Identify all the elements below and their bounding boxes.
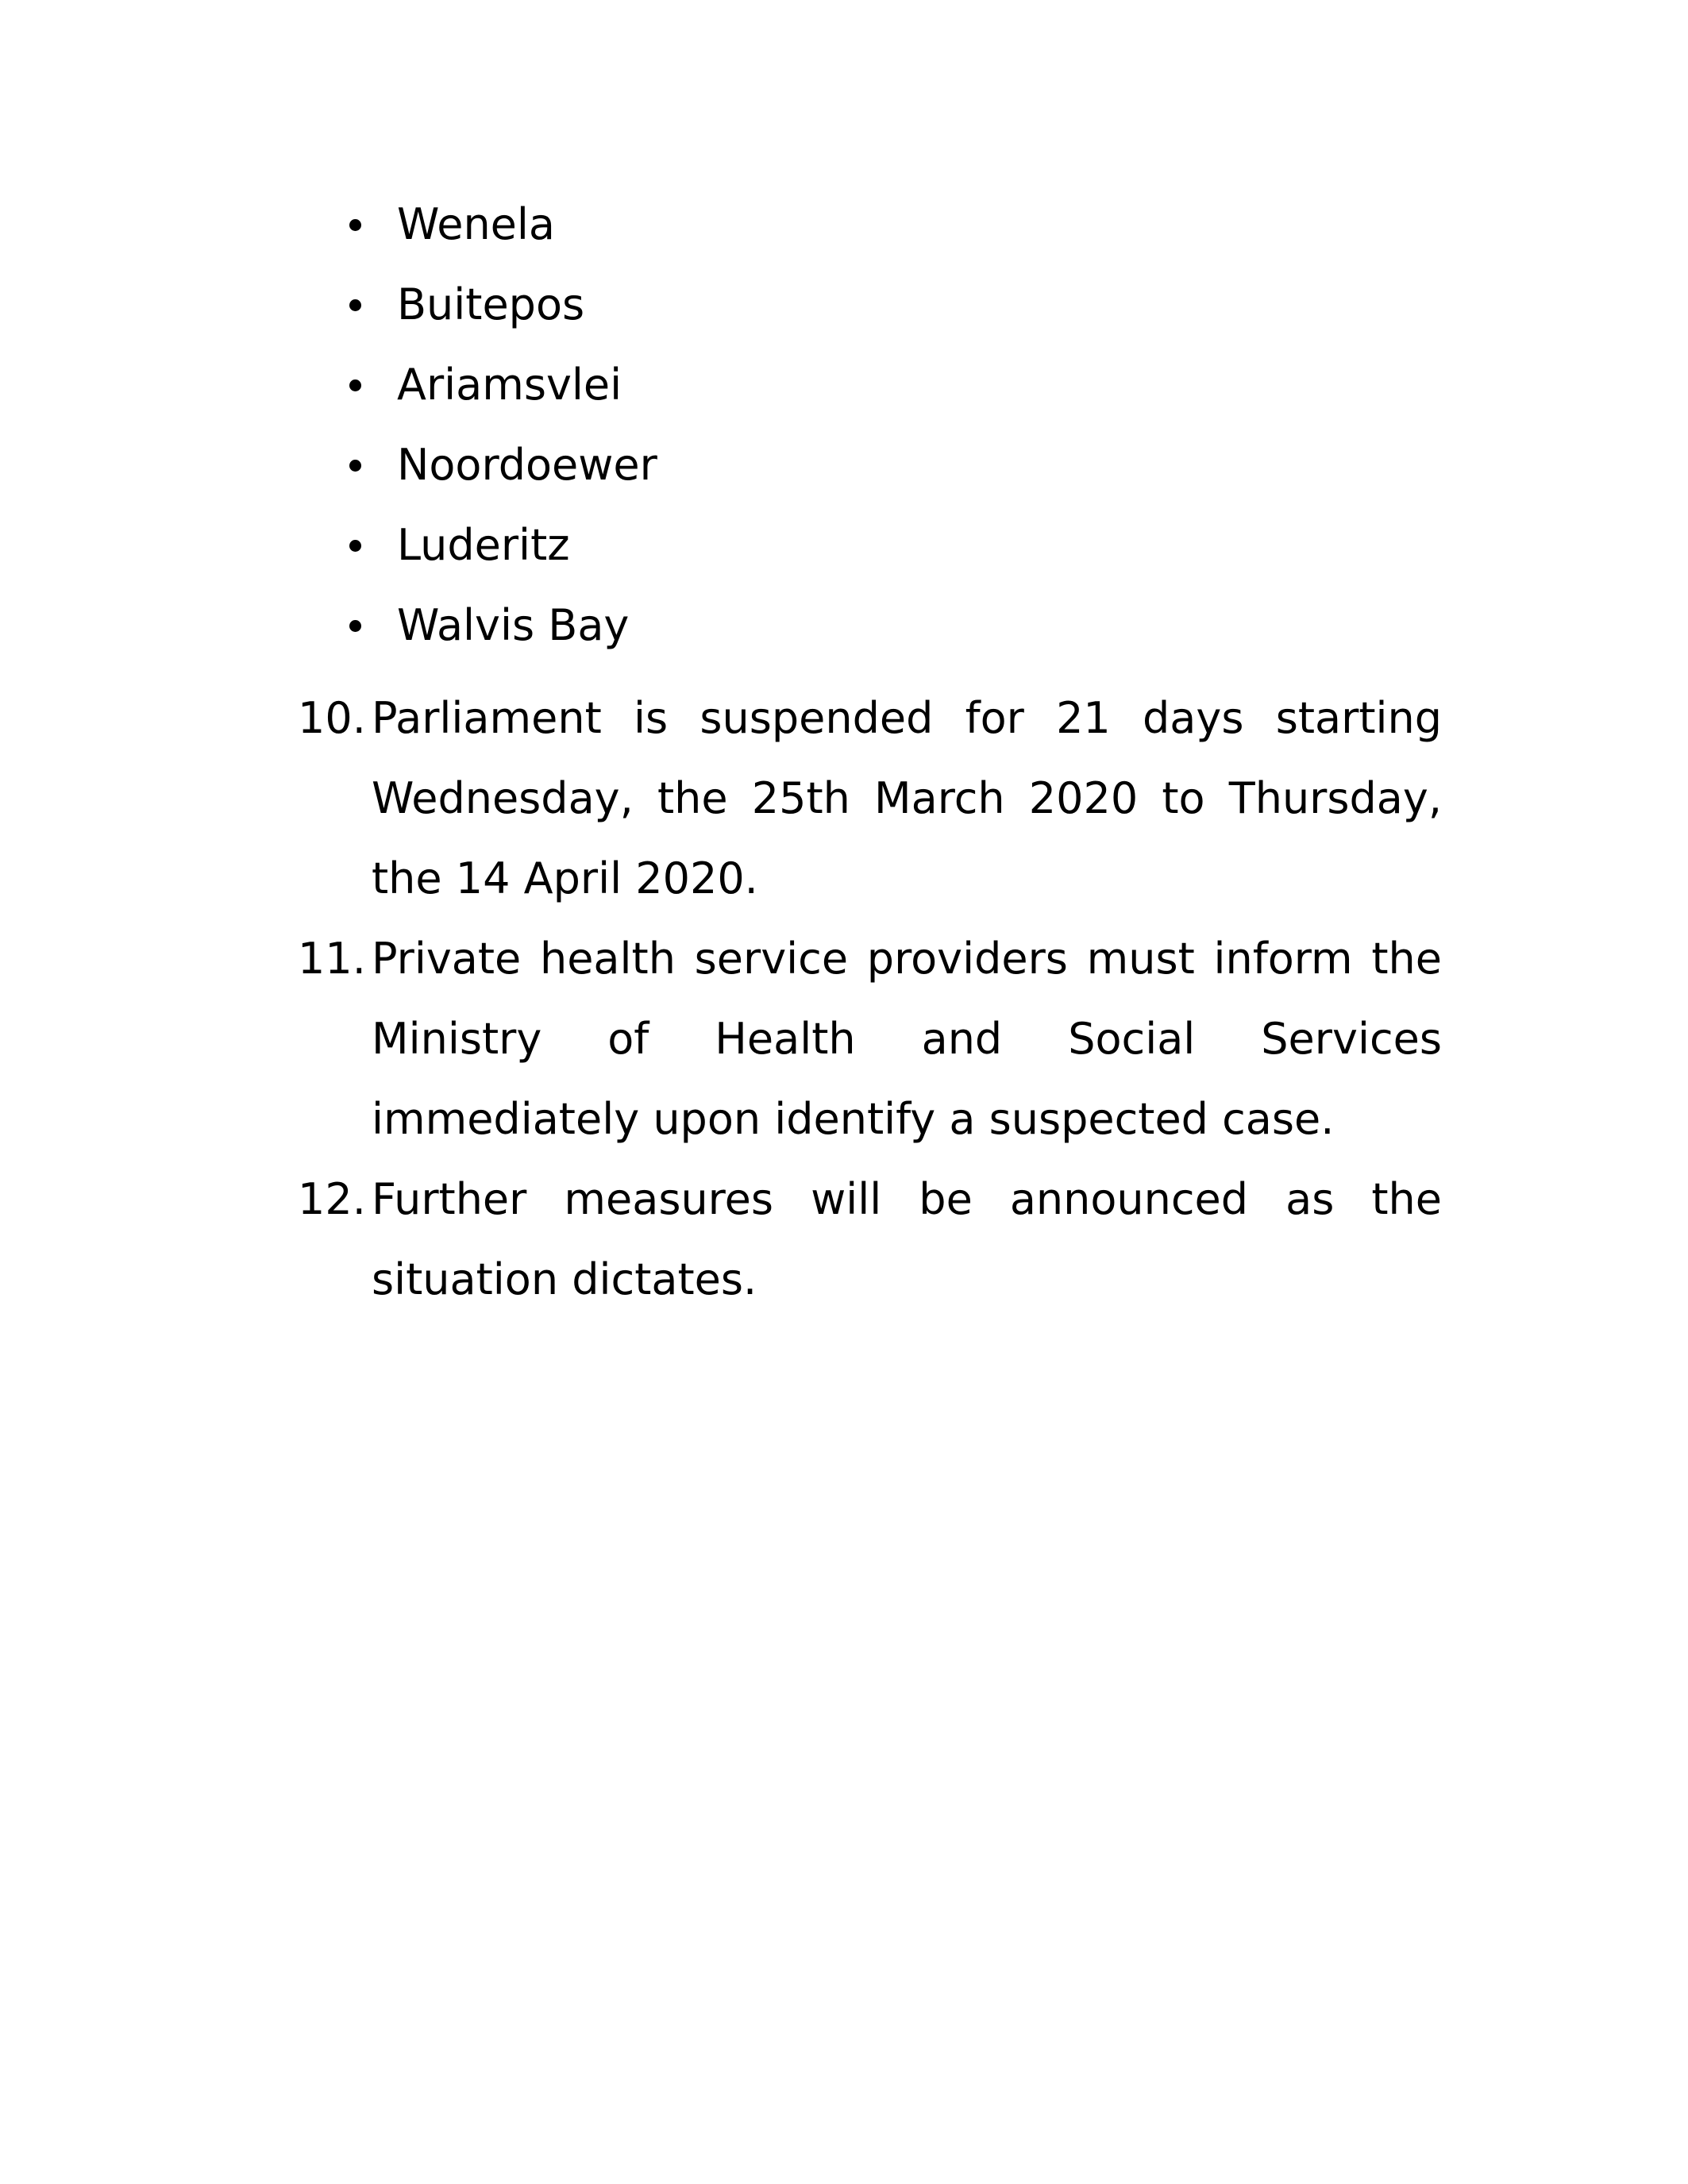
border-post-bullet-list (349, 197, 657, 678)
item-text: Private health service providers must inform the Ministry of Health and Social Services immediately upon identify a suspected case. (372, 934, 1442, 1144)
list-item (349, 357, 657, 437)
bullet-text: Ariamsvlei (397, 360, 622, 410)
bullet-icon (349, 460, 361, 472)
bullet-text: Noordoewer (397, 440, 657, 490)
list-item (349, 598, 657, 678)
numbered-item-11 (298, 919, 1442, 1159)
bullet-text: Luderitz (397, 520, 570, 570)
item-number: 12. (298, 1174, 366, 1224)
bullet-text: Wenela (397, 199, 555, 249)
item-number: 10. (298, 693, 366, 743)
list-item (349, 197, 657, 277)
item-text: Parliament is suspended for 21 days starting Wednesday, the 25th March 2020 to Thursday, the 14 April 2020. (372, 693, 1442, 903)
list-item (349, 277, 657, 357)
numbered-item-10 (298, 678, 1442, 919)
numbered-item-12 (298, 1159, 1442, 1319)
item-text: Further measures will be announced as the situation dictates. (372, 1174, 1442, 1304)
bullet-icon (349, 620, 361, 632)
item-number: 11. (298, 934, 366, 984)
measures-numbered-list (298, 678, 1442, 1319)
bullet-icon (349, 219, 361, 231)
bullet-text: Walvis Bay (397, 600, 630, 650)
list-item (349, 437, 657, 518)
bullet-icon (349, 299, 361, 311)
list-item (349, 518, 657, 598)
bullet-icon (349, 540, 361, 552)
bullet-text: Buitepos (397, 279, 585, 329)
bullet-icon (349, 379, 361, 391)
